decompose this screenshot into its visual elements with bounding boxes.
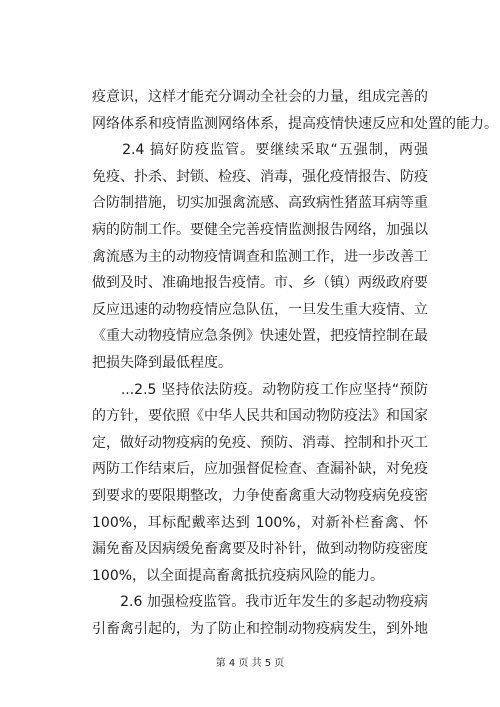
text-line: 到要求的要限期整改，力争使畜禽重大动物疫病免疫密 — [92, 487, 428, 504]
text-line: 2.4 搞好防疫监管。要继续采取“五强制，两强 — [122, 142, 428, 159]
text-line: ...2.5 坚持依法防疫。动物防疫工作应坚持“预防 — [120, 381, 428, 398]
text-line: 100%，以全面提高畜禽抵抗疫病风险的能力。 — [92, 567, 385, 584]
page-footer: 第 4 页 共 5 页 — [215, 658, 285, 669]
text-line: 网络体系和疫情监测网络体系，提高疫情快速反应和处置的能力。 — [92, 115, 498, 132]
text-line: 2.6 加强检疫监管。我市近年发生的多起动物疫病 — [120, 594, 428, 611]
text-line: 两防工作结束后，应加强督促检查、查漏补缺，对免疫 — [92, 461, 428, 478]
text-line: 合防制措施，切实加强禽流感、高致病性猪蓝耳病等重 — [92, 195, 428, 212]
text-line: 免疫、扑杀、封锁、检疫、消毒，强化疫情报告、防疫 — [92, 168, 428, 185]
body-text — [92, 84, 498, 642]
text-line: 把损失降到最低程度。 — [92, 354, 232, 371]
text-line: 病的防制工作。要健全完善疫情监测报告网络，加强以 — [92, 221, 428, 238]
text-line: 反应迅速的动物疫情应急队伍，一旦发生重大疫情、立 — [92, 301, 428, 318]
text-line: 疫意识，这样才能充分调动全社会的力量，组成完善的 — [92, 89, 428, 105]
text-line: 做到及时、准确地报告疫情。市、乡（镇）两级政府要 — [92, 275, 428, 292]
text-line: 定，做好动物疫病的免疫、预防、消毒、控制和扑灭工 — [92, 434, 428, 451]
text-line: 漏免畜及因病缓免畜禽要及时补针，做到动物防疫密度 — [92, 541, 428, 558]
text-line: 引畜禽引起的，为了防止和控制动物疫病发生，到外地 — [92, 620, 428, 637]
text-line: 《重大动物疫情应急条例》快速处置，把疫情控制在最 — [92, 328, 428, 345]
text-line: 禽流感为主的动物疫情调查和监测工作，进一步改善工 — [92, 248, 428, 265]
text-line: 100%，耳标配戴率达到 100%，对新补栏畜禽、怀 — [92, 514, 428, 531]
text-line: 的方针，要依照《中华人民共和国动物防疫法》和国家 — [92, 408, 428, 425]
